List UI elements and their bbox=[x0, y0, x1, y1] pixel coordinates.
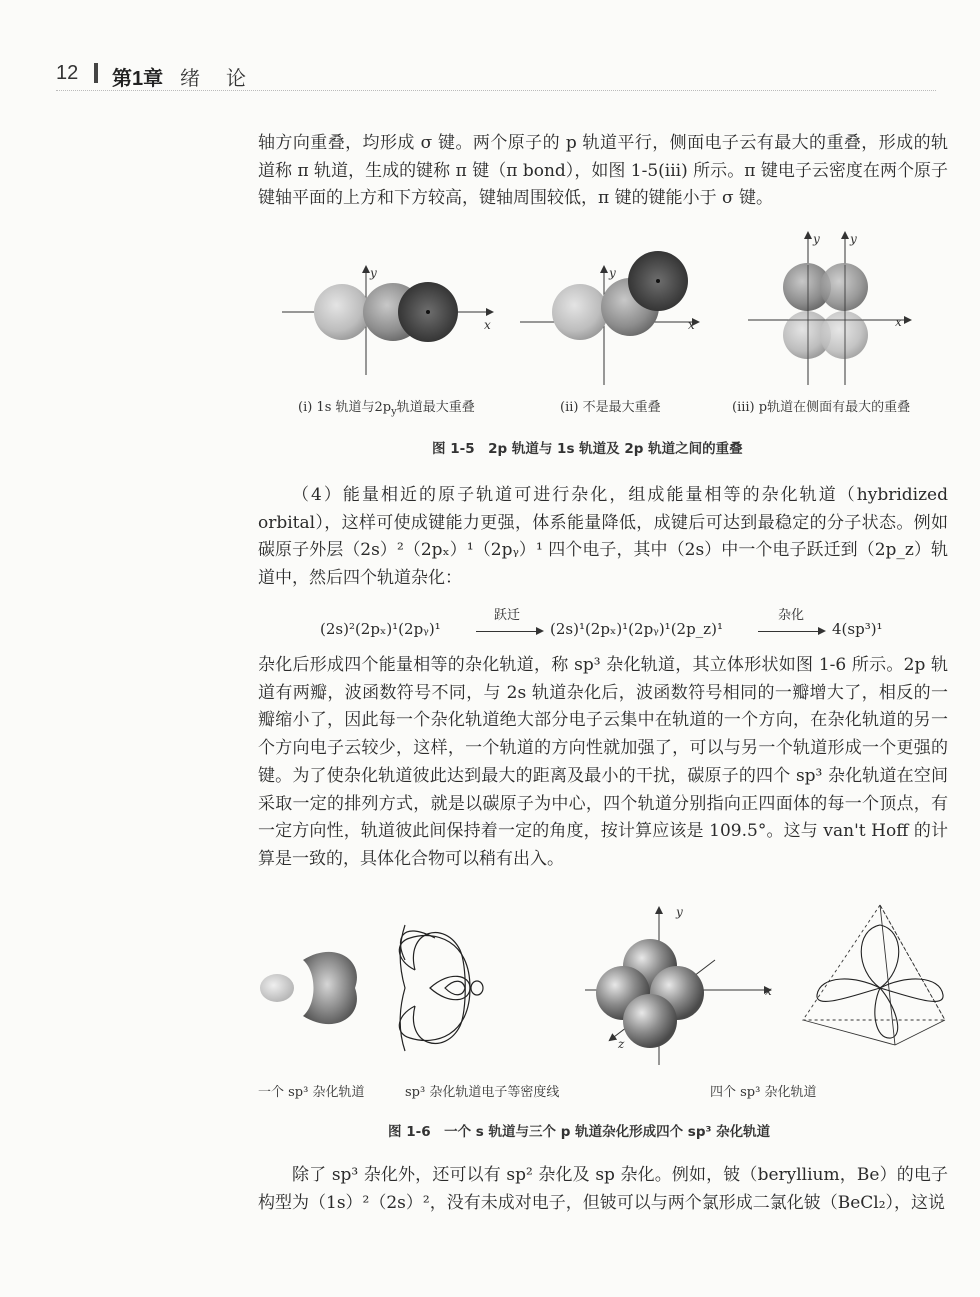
fig16-sublabel-single: 一个 sp³ 杂化轨道 bbox=[258, 1085, 365, 1100]
paragraph-sp3: 杂化后形成四个能量相等的杂化轨道，称 sp³ 杂化轨道，其立体形状如图 1-6 所示。2p 轨道有两瓣，波函数符号不同，与 2s 轨道杂化后，波函数符号相同的一瓣增大了，相反的一瓣缩小了，因此每一个杂化轨道绝大部分电子云集中在轨道的一个方向，在杂化轨道的另一个方向电子云较少，这样，一个轨道的方向性就加强了，可以与另一个轨道形成一个更强的键。为了使杂化轨道彼此达到最大的距离及最小的干扰，碳原子的四个 sp³ 杂化轨道在空间采取一定的排列方式，就是以碳原子为中心，四个轨道分别指向正四面体的每一个顶点，有一定方向性，轨道彼此间保持着一定的角度，按计算应该是 109.5°。这与 van't Hoff 的计算是一致的，具体化合物可以稍有出入。 bbox=[258, 655, 948, 869]
fig16-sublabel-four: 四个 sp³ 杂化轨道 bbox=[710, 1085, 817, 1100]
arrow1-head bbox=[536, 627, 544, 635]
axis-y-iii-b: y bbox=[850, 232, 857, 246]
chapter-title: 绪论 bbox=[180, 66, 272, 90]
page-number: 12 bbox=[56, 62, 79, 84]
arrow1-line bbox=[476, 631, 538, 632]
fig15-sublabel-iii: (iii) p轨道在侧面有最大的重叠 bbox=[732, 400, 911, 415]
axis-y-ii: y bbox=[609, 266, 616, 280]
paragraph-pi-bond: 轴方向重叠，均形成 σ 键。两个原子的 p 轨道平行，侧面电子云有最大的重叠，形成的轨道称 π 轨道，生成的键称 π 键（π bond），如图 1-5(iii) 所示。π 键电子云密度在两个原子键轴平面的上方和下方较高，键轴周围较低，π 键的键能小于 σ 键。 bbox=[258, 133, 948, 209]
figure-1-5-caption: 图 1-5 2p 轨道与 1s 轨道及 2p 轨道之间的重叠 bbox=[432, 441, 743, 457]
header-rule bbox=[56, 90, 936, 91]
figure-1-5-graphic bbox=[270, 225, 960, 390]
figure-1-6-graphic bbox=[255, 900, 955, 1070]
axis-x-i: x bbox=[484, 318, 491, 332]
equation-left: (2s)²(2pₓ)¹(2pᵧ)¹ bbox=[320, 620, 441, 638]
paragraph-hybridization: （4）能量相近的原子轨道可进行杂化，组成能量相等的杂化轨道（hybridized orbital），这样可使成键能力更强，体系能量降低，成键后可达到最稳定的分子状态。例如碳原子外层（2s）²（2pₓ）¹（2pᵧ）¹ 四个电子，其中（2s）中一个电子跃迁到（2p_z）轨道中，然后四个轨道杂化： bbox=[258, 485, 948, 589]
hybridization-equation bbox=[258, 610, 948, 644]
arrow2-line bbox=[758, 631, 820, 632]
fig16-axis-x: x bbox=[765, 984, 772, 998]
header-divider bbox=[94, 63, 98, 83]
arrow2-head bbox=[818, 627, 826, 635]
equation-right: 4(sp³)¹ bbox=[832, 620, 883, 638]
page-header bbox=[56, 60, 936, 90]
equation-arrow1-label: 跃迁 bbox=[494, 608, 521, 623]
axis-x-iii: x bbox=[895, 315, 902, 329]
fig15-sublabel-i: (i) 1s 轨道与$2p_y$轨道最大重叠 bbox=[298, 400, 475, 418]
paragraph-sp2-sp: 除了 sp³ 杂化外，还可以有 sp² 杂化及 sp 杂化。例如，铍（beryllium，Be）的电子构型为（1s）²（2s）²，没有未成对电子，但铍可以与两个氯形成二氯化铍（BeCl₂），这说 bbox=[258, 1165, 948, 1213]
chapter-label: 第1章 bbox=[112, 68, 164, 90]
fig15-sublabel-ii: (ii) 不是最大重叠 bbox=[560, 400, 661, 415]
fig16-axis-y: y bbox=[676, 905, 683, 919]
equation-middle: (2s)¹(2pₓ)¹(2pᵧ)¹(2p_z)¹ bbox=[550, 620, 723, 638]
axis-y-i: y bbox=[370, 266, 377, 280]
fig16-sublabel-contour: sp³ 杂化轨道电子等密度线 bbox=[405, 1085, 560, 1100]
fig16-axis-z: z bbox=[618, 1037, 625, 1051]
axis-x-ii: x bbox=[688, 318, 695, 332]
equation-arrow2-label: 杂化 bbox=[778, 608, 805, 623]
figure-1-6-caption: 图 1-6 一个 s 轨道与三个 p 轨道杂化形成四个 sp³ 杂化轨道 bbox=[388, 1124, 771, 1140]
axis-y-iii-a: y bbox=[813, 232, 820, 246]
orbital-1s bbox=[314, 284, 370, 340]
